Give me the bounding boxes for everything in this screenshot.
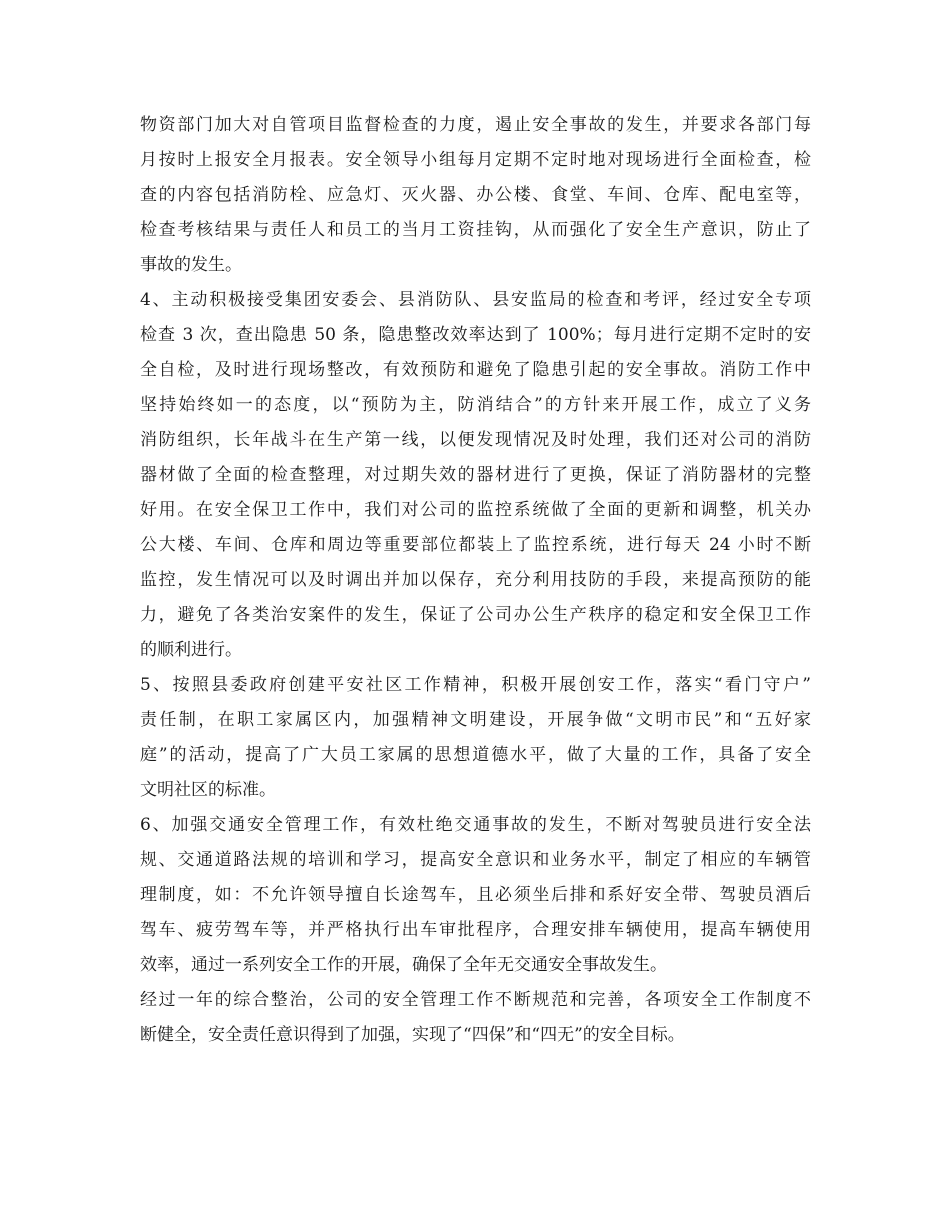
text-line: 效率，通过一系列安全工作的开展，确保了全年无交通安全事故发生。 bbox=[140, 955, 667, 975]
text-line: 事故的发生。 bbox=[140, 255, 242, 275]
text-line: 文明社区的标准。 bbox=[140, 780, 276, 800]
text-line: 规、交通道路法规的培训和学习，提高安全意识和业务水平，制定了相应的车辆管 bbox=[140, 850, 811, 870]
text-line: 好用。在安全保卫工作中，我们对公司的监控系统做了全面的更新和调整，机关办 bbox=[140, 500, 811, 520]
text-line: 物资部门加大对自管项目监督检查的力度，遏止安全事故的发生，并要求各部门每 bbox=[140, 115, 811, 135]
text-line: 月按时上报安全月报表。安全领导小组每月定期不定时地对现场进行全面检查，检 bbox=[140, 150, 811, 170]
text-line: 经过一年的综合整治，公司的安全管理工作不断规范和完善，各项安全工作制度不 bbox=[140, 990, 811, 1010]
text-line: 理制度，如：不允许领导擅自长途驾车，且必须坐后排和系好安全带、驾驶员酒后 bbox=[140, 885, 811, 905]
text-line: 查的内容包括消防栓、应急灯、灭火器、办公楼、食堂、车间、仓库、配电室等， bbox=[140, 185, 811, 205]
text-line: 庭”的活动，提高了广大员工家属的思想道德水平，做了大量的工作，具备了安全 bbox=[140, 745, 811, 765]
text-line: 监控，发生情况可以及时调出并加以保存，充分利用技防的手段，来提高预防的能 bbox=[140, 570, 811, 590]
text-line: 检查 3 次，查出隐患 50 条，隐患整改效率达到了 100%；每月进行定期不定时的安 bbox=[140, 325, 811, 345]
text-line: 断健全，安全责任意识得到了加强，实现了“四保”和“四无”的安全目标。 bbox=[140, 1025, 685, 1045]
document-body bbox=[140, 108, 811, 1053]
text-line: 全自检，及时进行现场整改，有效预防和避免了隐患引起的安全事故。消防工作中 bbox=[140, 360, 811, 380]
text-line: 6、加强交通安全管理工作，有效杜绝交通事故的发生，不断对驾驶员进行安全法 bbox=[140, 815, 811, 835]
text-line: 坚持始终如一的态度，以“预防为主，防消结合”的方针来开展工作，成立了义务 bbox=[140, 395, 811, 415]
text-line: 责任制，在职工家属区内，加强精神文明建设，开展争做“文明市民”和“五好家 bbox=[140, 710, 811, 730]
text-line: 4、主动积极接受集团安委会、县消防队、县安监局的检查和考评，经过安全专项 bbox=[140, 290, 811, 310]
text-line: 公大楼、车间、仓库和周边等重要部位都装上了监控系统，进行每天 24 小时不断 bbox=[140, 535, 811, 555]
text-line: 驾车、疲劳驾车等，并严格执行出车审批程序，合理安排车辆使用，提高车辆使用 bbox=[140, 920, 811, 940]
text-line: 消防组织，长年战斗在生产第一线，以便发现情况及时处理，我们还对公司的消防 bbox=[140, 430, 811, 450]
text-line: 检查考核结果与责任人和员工的当月工资挂钩，从而强化了安全生产意识，防止了 bbox=[140, 220, 811, 240]
text-line: 器材做了全面的检查整理，对过期失效的器材进行了更换，保证了消防器材的完整 bbox=[140, 465, 811, 485]
text-line: 5、按照县委政府创建平安社区工作精神，积极开展创安工作，落实“看门守户” bbox=[140, 675, 811, 695]
text-line: 的顺利进行。 bbox=[140, 640, 242, 660]
text-line: 力，避免了各类治安案件的发生，保证了公司办公生产秩序的稳定和安全保卫工作 bbox=[140, 605, 811, 625]
